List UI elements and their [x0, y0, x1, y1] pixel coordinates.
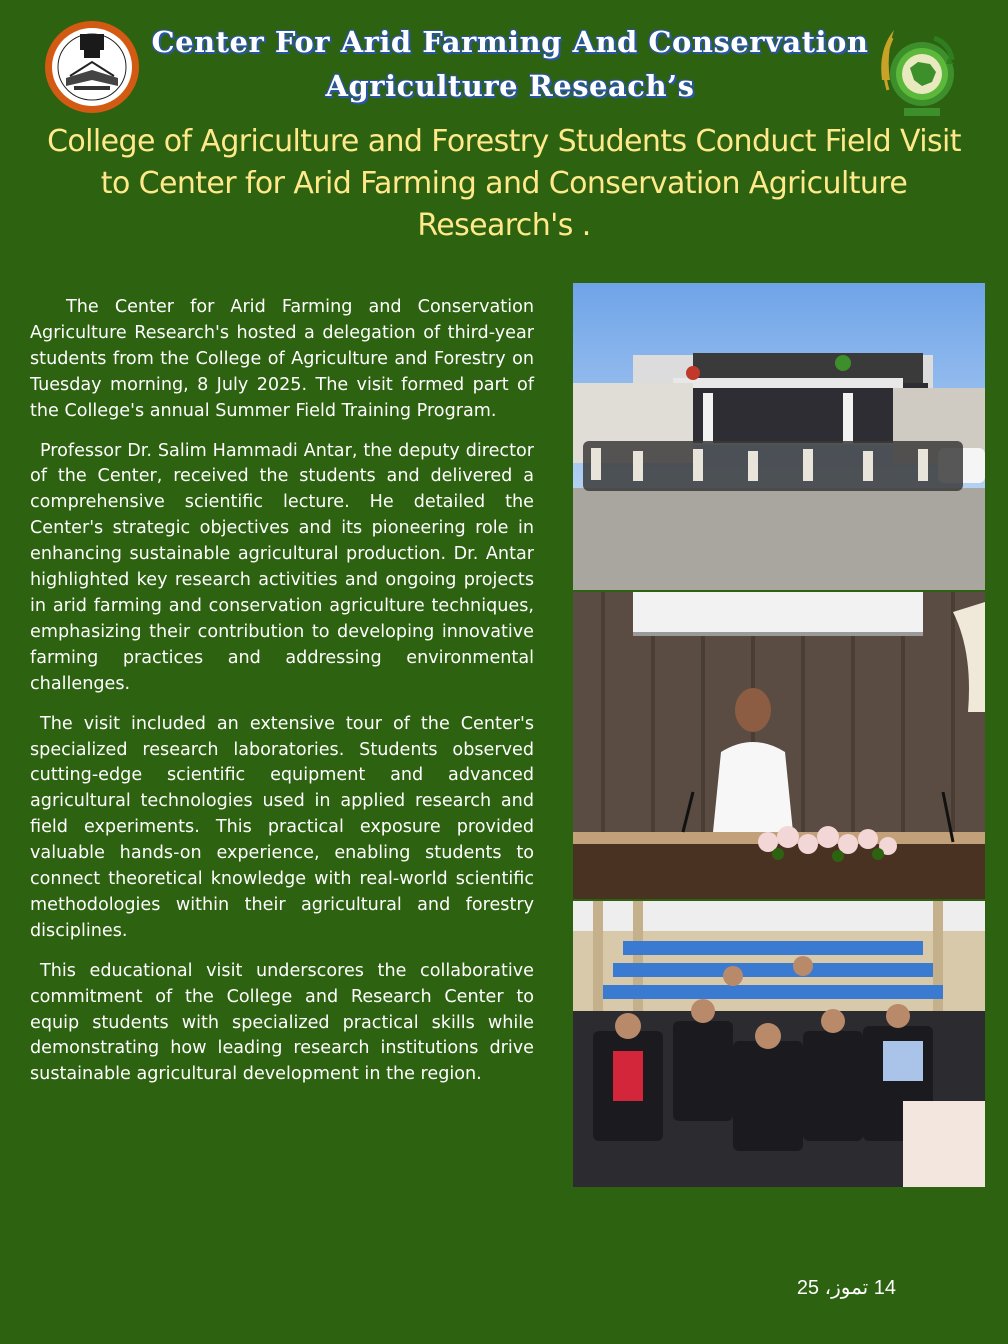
headline-line-3: Research's . — [417, 208, 591, 243]
center-title-line-1: Center For Arid Farming And Conservation — [151, 25, 869, 59]
university-logo — [44, 20, 140, 114]
headline-line-1: College of Agriculture and Forestry Students Conduct Field Visit — [47, 124, 961, 159]
students-photo — [573, 901, 985, 1187]
center-logo — [876, 20, 958, 120]
publication-date: 14 تموز، 25 — [796, 1277, 896, 1299]
article-paragraph-1: The Center for Arid Farming and Conservation Agriculture Research's hosted a delegation of third-year students from the College of Agriculture and Forestry on Tuesday morning, 8 July 2025. The visit formed part of the College's annual Summer Field Training Program. — [30, 297, 534, 421]
group-photo — [573, 283, 985, 590]
lecture-photo — [573, 592, 985, 899]
article-paragraph-2: Professor Dr. Salim Hammadi Antar, the deputy director of the Center, received the students and delivered a comprehensive scientific lecture. He detailed the Center's strategic objectives and its pioneering role in enhancing sustainable agricultural production. Dr. Antar highlighted key research activities and ongoing projects in arid farming and conservation agriculture techniques, emphasizing their contribution to developing innovative farming practices and addressing environmental challenges. — [30, 440, 534, 694]
center-title-line-2: Agriculture Reseach’s — [325, 69, 695, 103]
headline — [0, 121, 1008, 247]
article-body — [30, 295, 534, 1102]
headline-line-2: to Center for Arid Farming and Conservation Agriculture — [100, 166, 908, 201]
article-paragraph-3: The visit included an extensive tour of the Center's specialized research laboratories. Students observed cutting-edge scientific equipment and advanced agricultural technologies used in applied research and field experiments. This practical exposure provided valuable hands-on experience, enabling students to connect theoretical knowledge with real-world scientific methodologies within their agricultural and forestry disciplines. — [30, 713, 534, 941]
article-paragraph-4: This educational visit underscores the collaborative commitment of the College and Research Center to equip students with specialized practical skills while demonstrating how leading research institutions drive sustainable agricultural development in the region. — [30, 960, 534, 1085]
